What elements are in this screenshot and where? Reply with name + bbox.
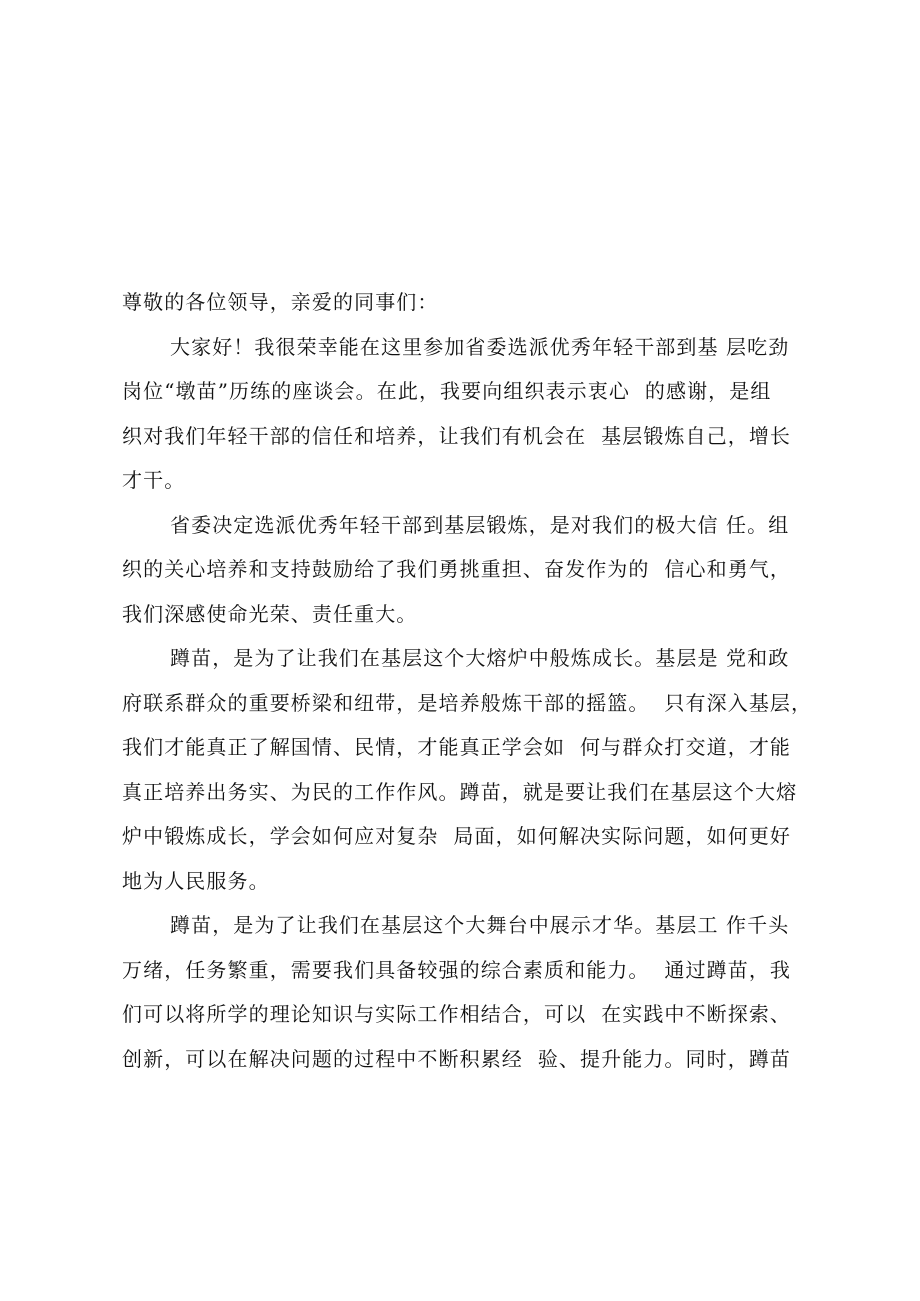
paragraph-line: 万绪，任务繁重，需要我们具备较强的综合素质和能力。 通过蹲苗，我: [122, 957, 792, 982]
salutation-line: 尊敬的各位领导，亲爱的同事们：: [122, 290, 439, 314]
paragraph-line: 织的关心培养和支持鼓励给了我们勇挑重担、奋发作为的 信心和勇气，: [122, 557, 792, 581]
paragraph-line: 蹲苗，是为了让我们在基层这个大熔炉中般炼成长。基层是 党和政: [170, 646, 790, 670]
paragraph-2: [122, 503, 822, 637]
paragraph-line: 岗位“墩苗”历练的座谈会。在此，我要向组织表示衷心 的感谢，是组: [122, 379, 772, 403]
paragraph-line: 府联系群众的重要桥梁和纽带，是培养般炼干部的摇篮。 只有深入基层，: [122, 690, 813, 715]
paragraph-3: [122, 636, 822, 903]
paragraph-1: [122, 325, 822, 503]
paragraph-line: 省委决定选派优秀年轻干部到基层锻炼，是对我们的极大信 任。组: [170, 512, 790, 537]
paragraph-line: 蹲苗，是为了让我们在基层这个大舞台中展示才华。基层工 作千头: [170, 913, 790, 937]
paragraph-line: 大家好！我很荣幸能在这里参加省委选派优秀年轻干部到基 层吃劲: [170, 334, 790, 359]
paragraph-line: 创新，可以在解决问题的过程中不断积累经 验、提升能力。同时，蹲苗: [122, 1046, 792, 1071]
paragraph-line: 才干。: [122, 468, 186, 492]
paragraph-line: 我们深感使命光荣、责任重大。: [122, 601, 418, 626]
paragraph-4: [122, 903, 822, 1081]
speech-text: [122, 280, 822, 1081]
paragraph-line: 真正培养出务实、为民的工作作风。蹲苗，就是要让我们在基层这个大熔: [122, 779, 798, 804]
paragraph-line: 我们才能真正了解国情、民情，才能真正学会如 何与群众打交道，才能: [122, 735, 792, 759]
paragraph-line: 们可以将所学的理论知识与实际工作相结合，可以 在实践中不断探索、: [122, 1002, 792, 1026]
paragraph-line: 炉中锻炼成长，学会如何应对复杂 局面，如何解决实际问题，如何更好: [122, 824, 792, 848]
paragraph-line: 织对我们年轻干部的信任和培养，让我们有机会在 基层锻炼自己，增长: [122, 423, 792, 448]
paragraph-line: 地为人民服务。: [122, 868, 270, 893]
